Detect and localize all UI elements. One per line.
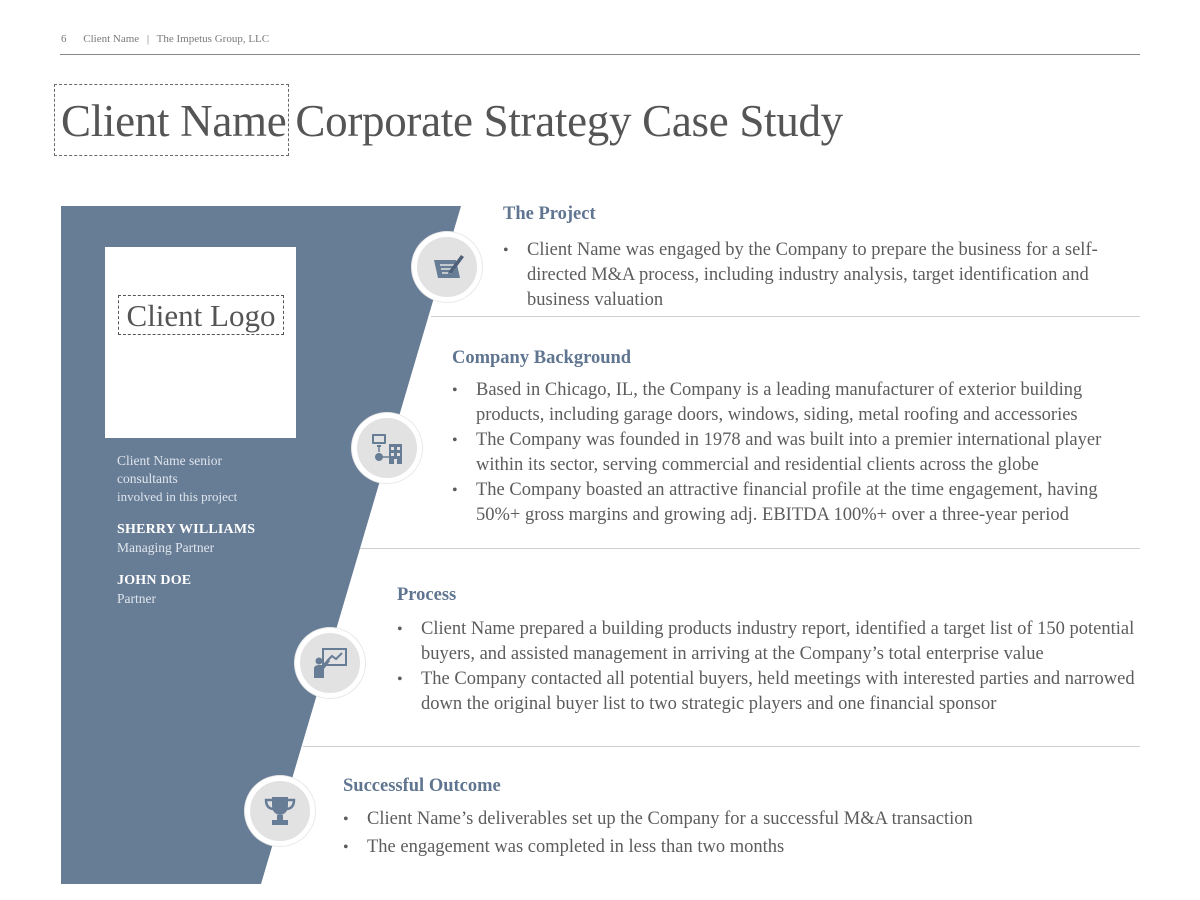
- header-client: Client Name: [83, 33, 140, 45]
- consultants-line-3: involved in this project: [117, 489, 238, 504]
- section-divider: [360, 548, 1140, 549]
- document-pen-icon: [412, 232, 482, 302]
- page-number: 6: [61, 33, 67, 45]
- project-bullets: [503, 238, 1133, 313]
- trophy-icon: [245, 776, 315, 846]
- title-text: Corporate Strategy Case Study: [295, 96, 843, 146]
- section-divider: [303, 746, 1140, 747]
- section-title-background: Company Background: [452, 348, 632, 368]
- consultant-name: SHERRY WILLIAMS: [117, 522, 256, 537]
- client-logo-placeholder: Client Logo: [118, 295, 284, 335]
- list-item: • The Company contacted all potential buyers, held meetings with interested parties and narrowed down the original buyer list to two strategic players and one financial sponsor: [397, 667, 1139, 717]
- section-title-process: Process: [397, 585, 457, 605]
- presentation-icon: [312, 645, 348, 681]
- consultant-role: Partner: [117, 591, 156, 606]
- consultant-2: [117, 572, 191, 608]
- consultant-name: JOHN DOE: [117, 573, 192, 588]
- process-bullets: [397, 617, 1139, 717]
- consultants-line-1: Client Name senior: [117, 453, 222, 468]
- consultants-line-2: consultants: [117, 471, 178, 486]
- list-item: • Client Name prepared a building products industry report, identified a target list of 150 potential buyers, and assisted management in arriving at the Company’s total enterprise value: [397, 617, 1139, 667]
- section-title-outcome: Successful Outcome: [343, 776, 501, 796]
- presentation-icon: [295, 628, 365, 698]
- list-item: • The engagement was completed in less than two months: [343, 835, 1123, 860]
- section-divider: [431, 316, 1140, 317]
- list-item: • Client Name’s deliverables set up the Company for a successful M&A transaction: [343, 807, 1123, 832]
- document-pen-icon: [429, 249, 465, 285]
- building-computer-icon: [369, 430, 405, 466]
- consultant-1: [117, 521, 255, 557]
- logo-box: [105, 247, 296, 438]
- header-firm: The Impetus Group, LLC: [156, 33, 270, 45]
- section-title-project: The Project: [503, 204, 596, 224]
- title-client-placeholder: Client Name: [61, 96, 287, 146]
- trophy-icon: [262, 793, 298, 829]
- list-item: • The Company boasted an attractive financial profile at the time engagement, having 50%+ gross margins and growing adj. EBITDA 100%+ over a three-year period: [452, 478, 1136, 528]
- background-bullets: [452, 378, 1136, 528]
- list-item: • Client Name was engaged by the Company to prepare the business for a self-directed M&A process, including industry analysis, target identification and business valuation: [503, 238, 1133, 313]
- list-item: • Based in Chicago, IL, the Company is a leading manufacturer of exterior building products, including garage doors, windows, siding, metal roofing and accessories: [452, 378, 1136, 428]
- list-item: • The Company was founded in 1978 and was built into a premier international player within its sector, serving commercial and residential clients across the globe: [452, 428, 1136, 478]
- consultant-role: Managing Partner: [117, 540, 215, 555]
- header-separator: |: [146, 33, 150, 45]
- consultants-caption: [117, 452, 237, 506]
- building-computer-icon: [352, 413, 422, 483]
- outcome-bullets: [343, 807, 1123, 860]
